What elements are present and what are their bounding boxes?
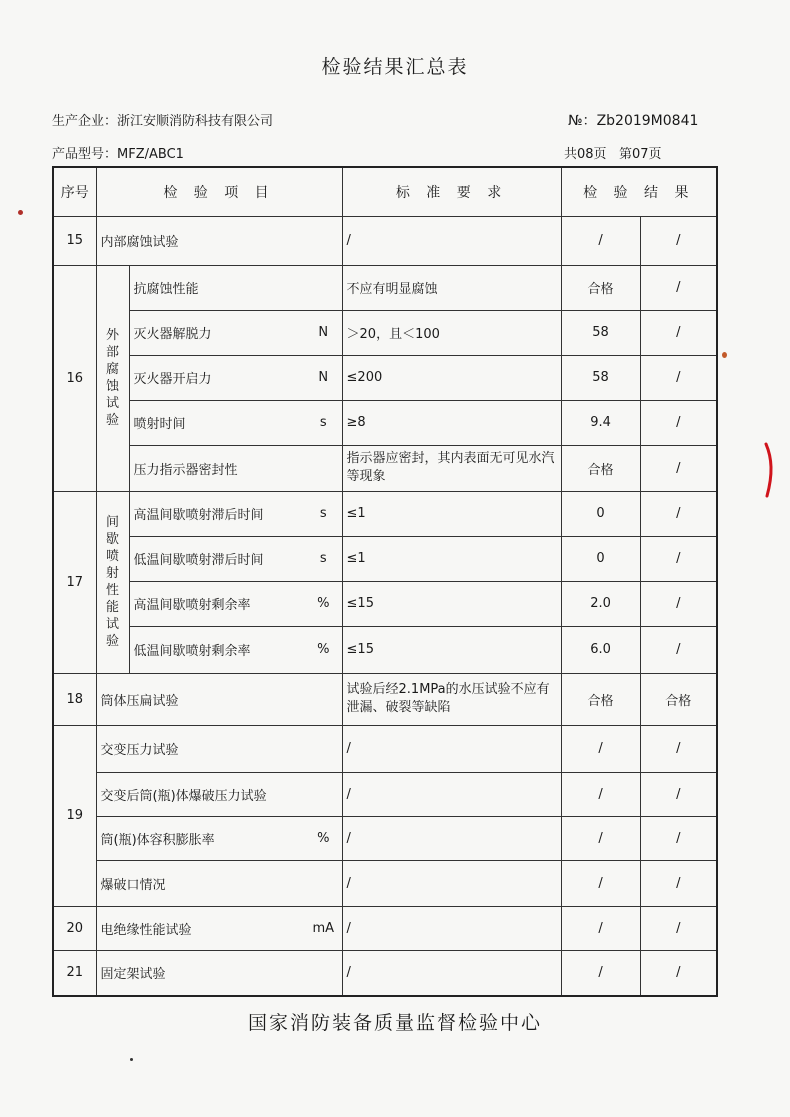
row-standard: / xyxy=(342,216,561,265)
row-standard: ≤200 xyxy=(342,355,561,400)
company-label: 生产企业： xyxy=(52,114,118,129)
row-unit: % xyxy=(305,816,342,860)
row-conclusion: / xyxy=(640,626,717,673)
row-item: 抗腐蚀性能 xyxy=(129,265,342,310)
table-row xyxy=(53,906,717,950)
row-item: 压力指示器密封性 xyxy=(129,445,342,491)
row-standard: ≤1 xyxy=(342,491,561,536)
row-standard: / xyxy=(342,906,561,950)
row-item: 筒(瓶)体容积膨胀率 xyxy=(96,816,305,860)
row-seq: 15 xyxy=(53,216,96,265)
table-row xyxy=(53,860,717,906)
row-unit: % xyxy=(305,626,342,673)
table-row xyxy=(53,445,717,491)
row-standard: ＞20，且＜100 xyxy=(342,310,561,355)
row-conclusion: / xyxy=(640,725,717,772)
current-page: 第07页 xyxy=(618,147,662,162)
red-pen-mark xyxy=(760,440,780,500)
row-standard: ≤1 xyxy=(342,536,561,581)
row-conclusion: 合格 xyxy=(640,673,717,725)
row-result: / xyxy=(561,906,640,950)
company-line xyxy=(52,110,273,129)
issuer-footer: 国家消防装备质量监督检验中心 xyxy=(247,1012,542,1034)
header-result: 检 验 结 果 xyxy=(561,167,717,216)
row-result: 合格 xyxy=(561,673,640,725)
row-standard: ≥8 xyxy=(342,400,561,445)
row-item: 喷射时间 xyxy=(129,400,305,445)
table-row xyxy=(53,265,717,310)
row-item: 电绝缘性能试验 xyxy=(96,906,305,950)
scan-speck xyxy=(130,1058,133,1061)
row-standard: / xyxy=(342,860,561,906)
model-label: 产品型号： xyxy=(52,147,118,162)
results-table xyxy=(52,166,718,997)
row-result: / xyxy=(561,216,640,265)
report-number-label: №： xyxy=(568,113,597,129)
row-result: 合格 xyxy=(561,265,640,310)
company-name: 浙江安顺消防科技有限公司 xyxy=(117,114,274,129)
row-result: 58 xyxy=(561,310,640,355)
row-standard: / xyxy=(342,816,561,860)
model-value: MFZ/ABC1 xyxy=(117,147,184,162)
total-pages: 共08页 xyxy=(564,147,607,162)
row-result: / xyxy=(561,816,640,860)
row-result: 合格 xyxy=(561,445,640,491)
table-row xyxy=(53,400,717,445)
table-row xyxy=(53,725,717,772)
report-number: Zb2019M0841 xyxy=(596,113,699,129)
row-conclusion: / xyxy=(640,906,717,950)
table-row xyxy=(53,772,717,816)
row-item: 交变压力试验 xyxy=(96,725,305,772)
row-conclusion: / xyxy=(640,265,717,310)
model-line xyxy=(52,143,184,162)
row-conclusion: / xyxy=(640,491,717,536)
row-result: 58 xyxy=(561,355,640,400)
row-standard: / xyxy=(342,950,561,996)
row-conclusion: / xyxy=(640,445,717,491)
row-standard: 不应有明显腐蚀 xyxy=(342,265,561,310)
row-seq: 19 xyxy=(53,725,96,906)
row-item: 灭火器开启力 xyxy=(129,355,305,400)
row-unit xyxy=(305,725,342,772)
row-conclusion: / xyxy=(640,816,717,860)
row-standard: / xyxy=(342,772,561,816)
row-item: 交变后筒(瓶)体爆破压力试验 xyxy=(96,772,305,816)
row-conclusion: / xyxy=(640,950,717,996)
row-item: 低温间歇喷射剩余率 xyxy=(129,626,305,673)
table-row xyxy=(53,673,717,725)
row-item: 灭火器解脱力 xyxy=(129,310,305,355)
row-standard: 指示器应密封，其内表面无可见水汽等现象 xyxy=(342,445,561,491)
row-conclusion: / xyxy=(640,860,717,906)
row-unit xyxy=(305,772,342,816)
row-standard: / xyxy=(342,725,561,772)
row-unit xyxy=(305,860,342,906)
row-conclusion: / xyxy=(640,310,717,355)
row-item: 高温间歇喷射滞后时间 xyxy=(129,491,305,536)
row-conclusion: / xyxy=(640,400,717,445)
row-unit: s xyxy=(305,400,342,445)
table-row xyxy=(53,816,717,860)
row-standard: 试验后经2.1MPa的水压试验不应有泄漏、破裂等缺陷 xyxy=(342,673,561,725)
row-result: / xyxy=(561,725,640,772)
row-result: 9.4 xyxy=(561,400,640,445)
page-title: 检验结果汇总表 xyxy=(321,56,469,78)
row-item: 固定架试验 xyxy=(96,950,342,996)
table-row xyxy=(53,491,717,536)
row-group-label: 外部 腐蚀 试验 xyxy=(96,265,129,491)
table-header-row xyxy=(53,167,717,216)
row-conclusion: / xyxy=(640,216,717,265)
table-row xyxy=(53,216,717,265)
row-unit: N xyxy=(305,310,342,355)
row-result: 0 xyxy=(561,491,640,536)
row-conclusion: / xyxy=(640,536,717,581)
row-result: / xyxy=(561,950,640,996)
table-row xyxy=(53,536,717,581)
header-seq: 序号 xyxy=(53,167,96,216)
row-conclusion: / xyxy=(640,355,717,400)
row-seq: 17 xyxy=(53,491,96,673)
table-row xyxy=(53,310,717,355)
scan-speck xyxy=(722,352,727,358)
row-standard: ≤15 xyxy=(342,581,561,626)
row-seq: 20 xyxy=(53,906,96,950)
row-conclusion: / xyxy=(640,581,717,626)
row-item: 内部腐蚀试验 xyxy=(96,216,342,265)
table-row xyxy=(53,626,717,673)
row-result: 2.0 xyxy=(561,581,640,626)
row-seq: 21 xyxy=(53,950,96,996)
row-result: / xyxy=(561,772,640,816)
row-group-label: 间歇 喷射 性能 试验 xyxy=(96,491,129,673)
row-seq: 18 xyxy=(53,673,96,725)
row-item: 筒体压扁试验 xyxy=(96,673,342,725)
header-item: 检 验 项 目 xyxy=(96,167,342,216)
report-number-line xyxy=(568,110,698,130)
row-standard: ≤15 xyxy=(342,626,561,673)
row-seq: 16 xyxy=(53,265,96,491)
row-conclusion: / xyxy=(640,772,717,816)
row-item: 高温间歇喷射剩余率 xyxy=(129,581,305,626)
row-result: / xyxy=(561,860,640,906)
table-row xyxy=(53,950,717,996)
row-unit: % xyxy=(305,581,342,626)
row-unit: s xyxy=(305,491,342,536)
table-row xyxy=(53,355,717,400)
row-unit: mA xyxy=(305,906,342,950)
page-counter xyxy=(564,143,662,162)
row-result: 6.0 xyxy=(561,626,640,673)
row-unit: N xyxy=(305,355,342,400)
header-standard: 标 准 要 求 xyxy=(342,167,561,216)
row-item: 低温间歇喷射滞后时间 xyxy=(129,536,305,581)
row-item: 爆破口情况 xyxy=(96,860,305,906)
scan-speck xyxy=(18,210,23,215)
row-result: 0 xyxy=(561,536,640,581)
table-row xyxy=(53,581,717,626)
row-unit: s xyxy=(305,536,342,581)
